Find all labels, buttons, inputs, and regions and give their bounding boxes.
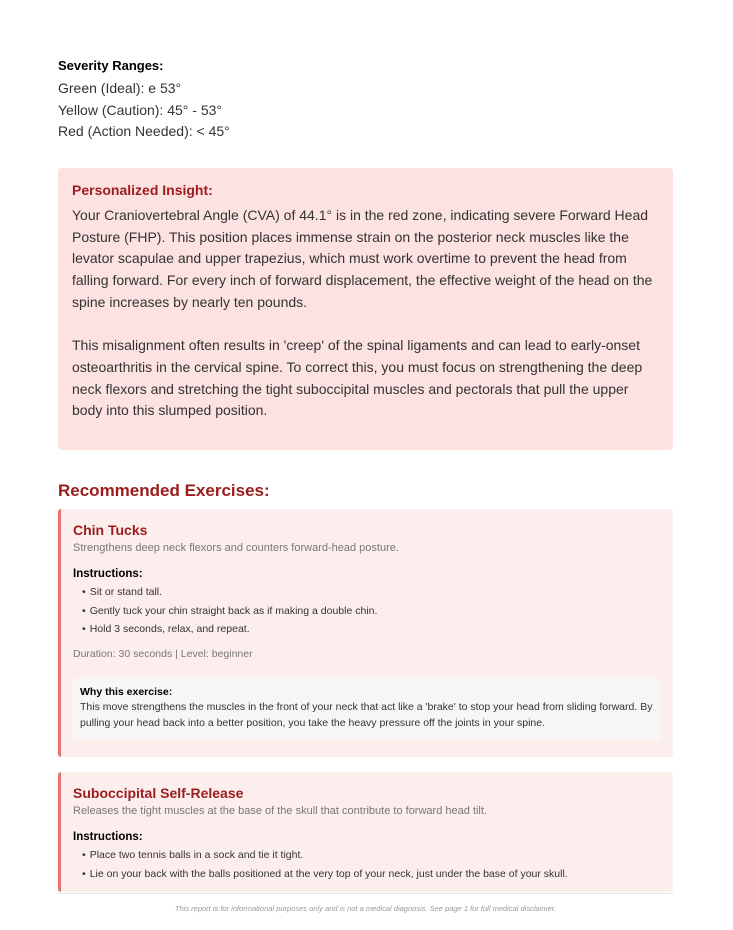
- severity-ranges: [58, 57, 673, 143]
- exercise-duration: Duration: 30 seconds | Level: beginner: [73, 647, 253, 660]
- exercise-card-chin-tucks: [58, 509, 673, 757]
- exercise-card-suboccipital-self-release: [58, 772, 673, 892]
- severity-red: Red (Action Needed): < 45°: [58, 123, 230, 139]
- instructions-label: Instructions:: [73, 831, 143, 843]
- instruction-item: • Hold 3 seconds, relax, and repeat.: [82, 620, 661, 639]
- exercise-description: Strengthens deep neck flexors and counters forward-head posture.: [73, 542, 399, 554]
- instructions-label: Instructions:: [73, 568, 143, 580]
- instruction-item: • Gently tuck your chin straight back as if making a double chin.: [82, 602, 661, 621]
- instruction-item: • Sit or stand tall.: [82, 583, 661, 602]
- instruction-item: • Lie on your back with the balls positioned at the very top of your neck, just under the base of your skull.: [82, 865, 661, 884]
- insight-paragraph: Your Craniovertebral Angle (CVA) of 44.1° is in the red zone, indicating severe Forward Head Posture (FHP). This position places immense strain on the posterior neck muscles like the levator scapulae and upper trapezius, which must work overtime to prevent the head from falling forward. For every inch of forward displacement, the effective weight of the head on the spine increases by nearly ten pounds.: [72, 207, 653, 310]
- instructions-list: [73, 846, 661, 883]
- instructions-list: [73, 583, 661, 639]
- footer-disclaimer: This report is for informational purposes only and is not a medical diagnosis. See page 1 for full medical disclaimer.: [174, 904, 557, 913]
- insight-paragraph: This misalignment often results in 'creep' of the spinal ligaments and can lead to early-onset osteoarthritis in the cervical spine. To correct this, you must focus on strengthening the deep neck flexors and stretching the tight suboccipital muscles and pectorals that pull the upper body into this slumped position.: [72, 337, 643, 419]
- why-this-exercise-box: [73, 678, 661, 740]
- severity-title: Severity Ranges:: [58, 58, 164, 73]
- personalized-insight-box: [58, 168, 673, 450]
- severity-green: Green (Ideal): e 53°: [58, 80, 182, 96]
- recommended-exercises-title: Recommended Exercises:: [58, 481, 270, 500]
- severity-yellow: Yellow (Caution): 45° - 53°: [58, 101, 222, 118]
- insight-title: Personalized Insight:: [72, 182, 213, 198]
- footer-divider: [58, 893, 673, 894]
- why-label: Why this exercise:: [80, 685, 173, 698]
- exercise-name: Chin Tucks: [73, 522, 148, 538]
- why-text: This move strengthens the muscles in the front of your neck that act like a 'brake' to stop your head from sliding forward. By pulling your head back into a better position, you take the heavy pressure off the joints in your spine.: [80, 700, 653, 729]
- exercise-name: Suboccipital Self-Release: [73, 785, 244, 801]
- instruction-item: • Place two tennis balls in a sock and tie it tight.: [82, 846, 661, 865]
- exercise-description: Releases the tight muscles at the base of the skull that contribute to forward head tilt.: [73, 805, 487, 817]
